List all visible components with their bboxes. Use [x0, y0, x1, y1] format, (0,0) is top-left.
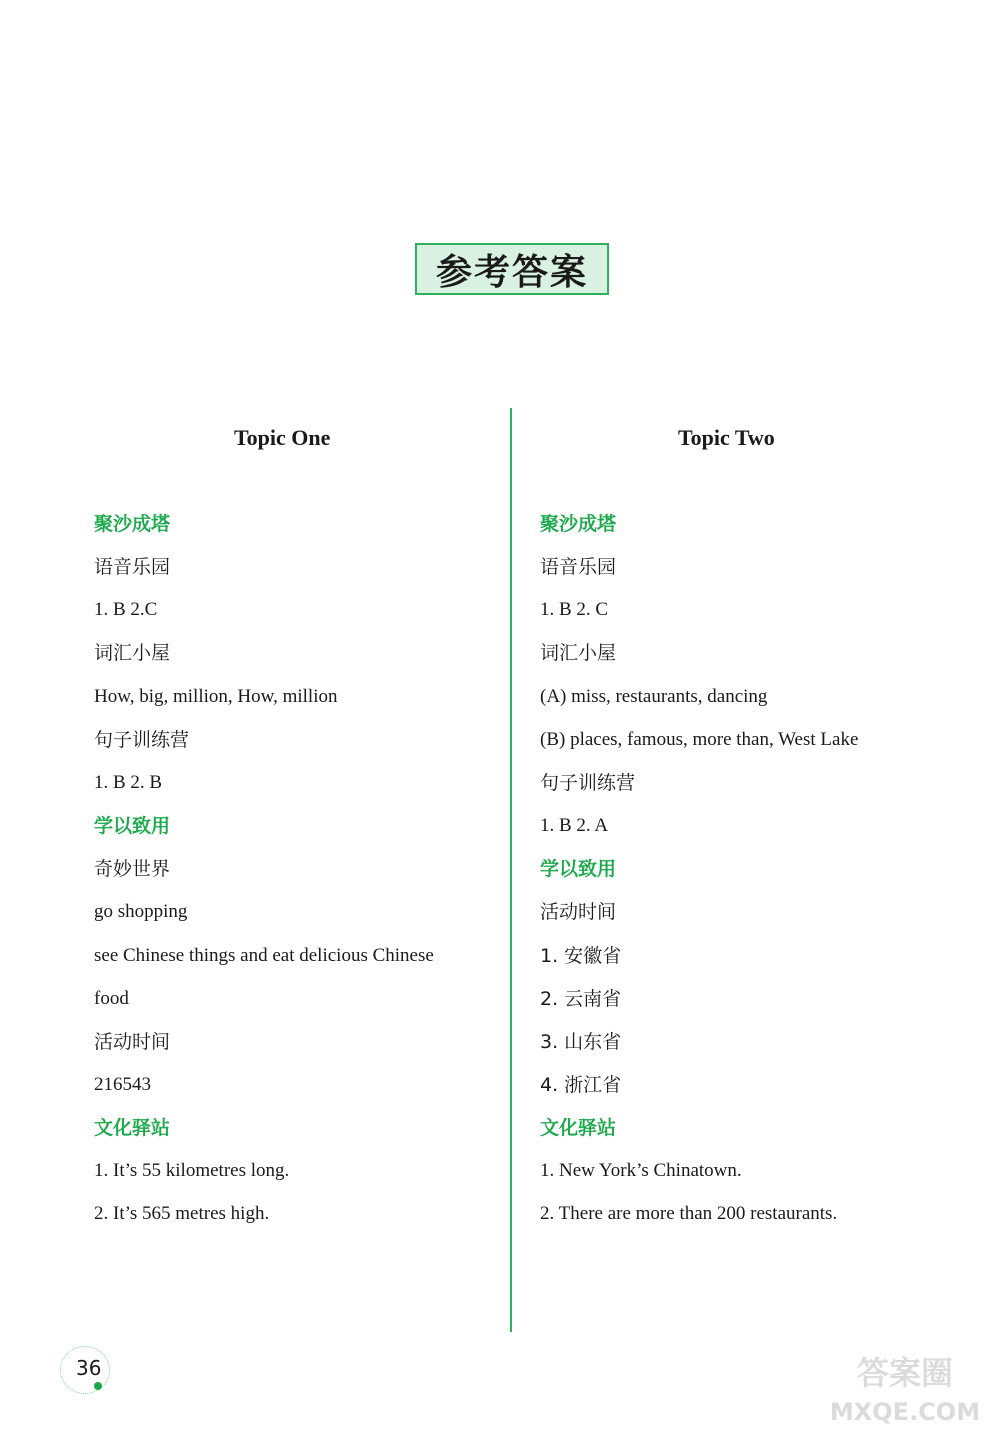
answer-line: 1. B 2. B [94, 771, 163, 793]
answer-line: 奇妙世界 [94, 858, 171, 881]
answer-line: 词汇小屋 [540, 642, 617, 665]
answer-line: 句子训练营 [540, 771, 636, 794]
watermark-top-text: 答案圈 [856, 1354, 954, 1392]
answer-line: 216543 [94, 1073, 151, 1095]
answer-line: 活动时间 [94, 1030, 171, 1053]
answer-line: 1. It’s 55 kilometres long. [94, 1160, 290, 1182]
answer-line: food [94, 987, 129, 1009]
answer-line: 2. It’s 565 metres high. [94, 1203, 270, 1225]
watermark-bottom-text: MXQE.COM [829, 1398, 981, 1426]
page-number: 36 [76, 1356, 102, 1380]
watermark-logo [820, 1348, 990, 1428]
section-heading: 学以致用 [94, 815, 171, 838]
topic-heading: Topic One [234, 425, 331, 450]
column-divider [510, 408, 512, 1332]
answer-line: 句子训练营 [94, 728, 190, 751]
section-heading: 文化驿站 [94, 1117, 171, 1140]
answer-line: 1. B 2.C [94, 599, 158, 621]
section-heading: 聚沙成塔 [94, 513, 171, 535]
answer-line: 4. 浙江省 [540, 1073, 622, 1096]
answer-line: see Chinese things and eat delicious Chinese [94, 944, 434, 966]
answer-line: 1. New York’s Chinatown. [540, 1160, 742, 1182]
answer-line: (B) places, famous, more than, West Lake [540, 728, 859, 750]
answer-line: 2. There are more than 200 restaurants. [540, 1203, 838, 1225]
answer-line: 语音乐园 [540, 556, 617, 579]
answer-line: 3. 山东省 [540, 1030, 622, 1053]
section-heading: 聚沙成塔 [540, 513, 617, 535]
answer-line: 活动时间 [540, 901, 617, 924]
answer-line: 1. B 2. C [540, 599, 609, 621]
topic-heading: Topic Two [678, 425, 775, 450]
section-heading: 学以致用 [540, 858, 617, 881]
page-number-dot [94, 1382, 102, 1390]
page-title: 参考答案 [435, 251, 588, 293]
answer-line: How, big, million, How, million [94, 685, 338, 707]
answer-line: go shopping [94, 901, 188, 923]
answer-line: 2. 云南省 [540, 987, 622, 1010]
answer-line: 词汇小屋 [94, 642, 171, 665]
answer-line: 1. 安徽省 [540, 944, 622, 967]
page-title-box [415, 243, 609, 295]
answer-line: (A) miss, restaurants, dancing [540, 685, 768, 707]
answer-line: 语音乐园 [94, 556, 171, 579]
answer-line: 1. B 2. A [540, 815, 609, 837]
section-heading: 文化驿站 [540, 1117, 617, 1140]
